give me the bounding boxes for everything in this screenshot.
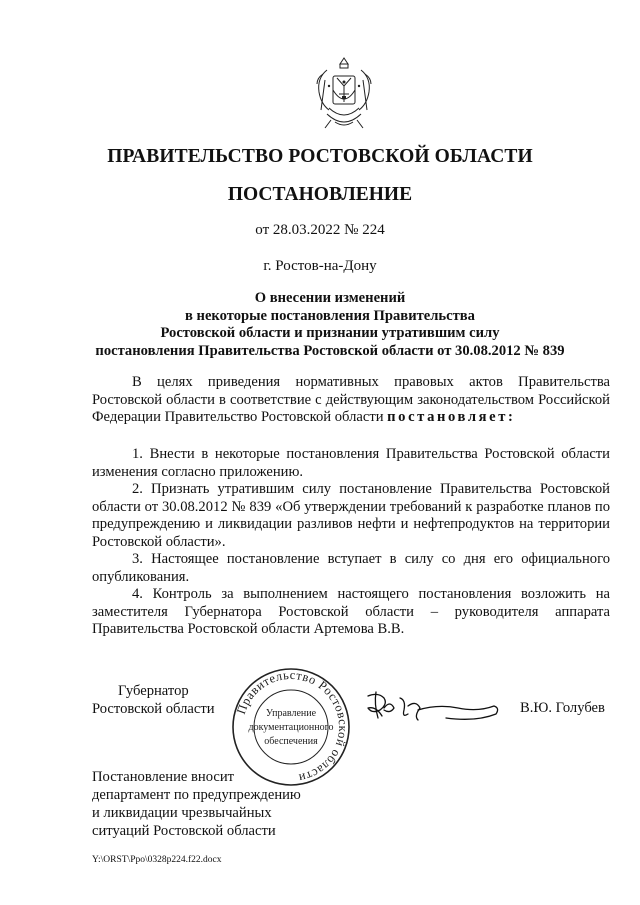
stamp-ring-text: Правительство Ростовской области bbox=[233, 667, 351, 786]
subject-line: Ростовской области и признании утратившим силу bbox=[160, 325, 500, 341]
introduced-by-line: ситуаций Ростовской области bbox=[92, 823, 276, 839]
paragraph-text: 4. Контроль за выполнением настоящего постановления возложить на заместителя Губернатора Ростовской области – руководителя аппарата Правительства Ростовской области Артемова В.В. bbox=[92, 586, 610, 637]
preamble-paragraph bbox=[92, 374, 610, 427]
preamble-text: В целях приведения нормативных правовых актов Правительства Ростовской области в соответствие с действующим законодательством Российской Федерации Правительство Ростовской области bbox=[92, 374, 610, 425]
stamp-center-line: Управление bbox=[265, 708, 317, 719]
paragraph-text: 1. Внести в некоторые постановления Правительства Ростовской области изменения согласно приложению. bbox=[92, 446, 610, 480]
stamp-center-line: документационного bbox=[248, 722, 334, 733]
document-city: г. Ростов-на-Дону bbox=[263, 258, 377, 274]
government-title: ПРАВИТЕЛЬСТВО РОСТОВСКОЙ ОБЛАСТИ bbox=[107, 146, 533, 167]
paragraph-text: 2. Признать утратившим силу постановление Правительства Ростовской области от 30.08.2012 № 839 «Об утверждении требований к разработке планов по предупреждению и ликвидации разливов нефти и нефтепродуктов на территории Ростовской области». bbox=[92, 481, 610, 550]
signatory-title-line: Ростовской области bbox=[92, 701, 215, 717]
paragraph-text: 3. Настоящее постановление вступает в силу со дня его официального опубликования. bbox=[92, 551, 610, 585]
signatory-title bbox=[92, 682, 215, 718]
signer-name: В.Ю. Голубев bbox=[520, 700, 605, 716]
subject-line: О внесении изменений bbox=[254, 290, 406, 306]
coat-of-arms-icon bbox=[313, 56, 375, 132]
paragraph-3 bbox=[92, 551, 610, 586]
document-type: ПОСТАНОВЛЕНИЕ bbox=[227, 184, 413, 205]
introduced-by bbox=[92, 768, 301, 840]
stamp-center-line: обеспечения bbox=[264, 736, 318, 747]
decree-word: постановляет: bbox=[387, 409, 516, 425]
introduced-by-line: департамент по предупреждению bbox=[92, 787, 301, 803]
introduced-by-line: и ликвидации чрезвычайных bbox=[92, 805, 272, 821]
paragraph-1 bbox=[92, 446, 610, 481]
document-subject bbox=[60, 290, 600, 360]
subject-line: в некоторые постановления Правительства bbox=[185, 307, 475, 324]
document-date-number: от 28.03.2022 № 224 bbox=[255, 222, 385, 238]
paragraph-2 bbox=[92, 481, 610, 551]
signatory-title-line: Губернатор bbox=[118, 683, 189, 699]
paragraph-4 bbox=[92, 586, 610, 639]
subject-line: постановления Правительства Ростовской области от 30.08.2012 № 839 bbox=[95, 342, 565, 359]
handwritten-signature bbox=[362, 688, 502, 728]
file-path: Y:\ORST\Ppo\0328p224.f22.docx bbox=[92, 855, 222, 865]
introduced-by-line: Постановление вносит bbox=[92, 769, 235, 785]
